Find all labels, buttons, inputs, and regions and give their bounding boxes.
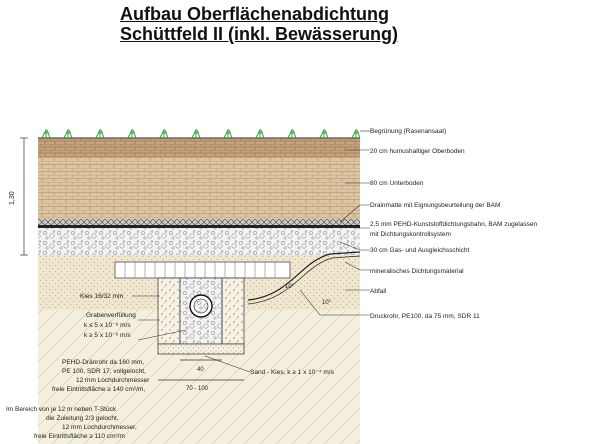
topsoil-layer [38,138,360,158]
label-gas-schicht: 30 cm Gas- und Ausgleichsschicht [370,247,470,254]
label-bereich-3: 12 mm Lochdurchmesser, [62,424,137,431]
membrane-line [38,225,360,228]
drain-mat-layer [38,219,360,225]
label-oberboden: 20 cm humushaltiger Oberboden [370,148,465,155]
label-kontrollsystem: mit Dichtungskontrollsystem [370,231,451,238]
label-pehd-1: PEHD-Dränrohr da 160 mm, [62,359,144,366]
trench-fill-left [158,278,180,344]
angle-label-2: 10° [285,284,295,290]
subsoil-layer [38,158,360,219]
label-unterboden: 80 cm Unterboden [370,180,424,187]
label-druckrohr: Druckrohr, PE100, da 75 mm, SDR 11 [370,313,480,320]
label-graben-1: Grabenverfüllung [86,312,136,319]
grass-icons [42,129,360,138]
w70-dimension-label: 70 - 100 [186,386,209,392]
label-bereich-1: Im Bereich von je 12 m neben T-Stück [6,406,117,413]
label-graben-2: k ≤ 5 x 10⁻⁸ m/s [84,322,131,329]
label-kies: Kies 16/32 mm [80,293,124,300]
label-begruenung: Begrünung (Rasenansaat) [370,128,447,135]
label-pehd-2: PE 100, SDR 17, vollgelocht, [62,368,146,375]
label-drainmatte: Drainmatte mit Eignungsbeurteilung der BAM [370,202,501,209]
title-line-1: Aufbau Oberflächenabdichtung [120,4,390,24]
trench-gravel-block [115,262,290,278]
angle-label-1: 10° [322,300,332,306]
height-dimension-label: 1,30 [9,191,16,205]
drain-pipe-inner [194,299,208,313]
label-sand: Sand - Kies, k ≥ 1 x 10⁻⁴ m/s [250,369,334,376]
label-mineral: mineralisches Dichtungsmaterial [370,268,464,275]
trench-sand-bed [158,344,244,354]
label-bereich-4: freie Eintrittsfläche ≥ 110 cm²/m [34,433,125,440]
label-abfall: Abfall [370,288,387,295]
label-graben-3: k ≥ 5 x 10⁻⁶ m/s [84,332,131,339]
title-line-2: Schüttfeld II (inkl. Bewässerung) [120,24,399,44]
label-pehd-bahn: 2,5 mm PEHD-Kunststoffdichtungsbahn, BAM zugelassen [370,221,538,228]
gas-layer [38,228,360,255]
label-bereich-2: die Zuleitung 2/3 gelocht, [46,415,119,422]
label-pehd-3: 12 mm Lochdurchmesser [76,377,150,384]
label-pehd-4: freie Eintrittsfläche ≥ 140 cm²/m, [52,386,146,393]
trench-fill-right [222,278,244,344]
w40-dimension-label: 40 [197,367,204,373]
